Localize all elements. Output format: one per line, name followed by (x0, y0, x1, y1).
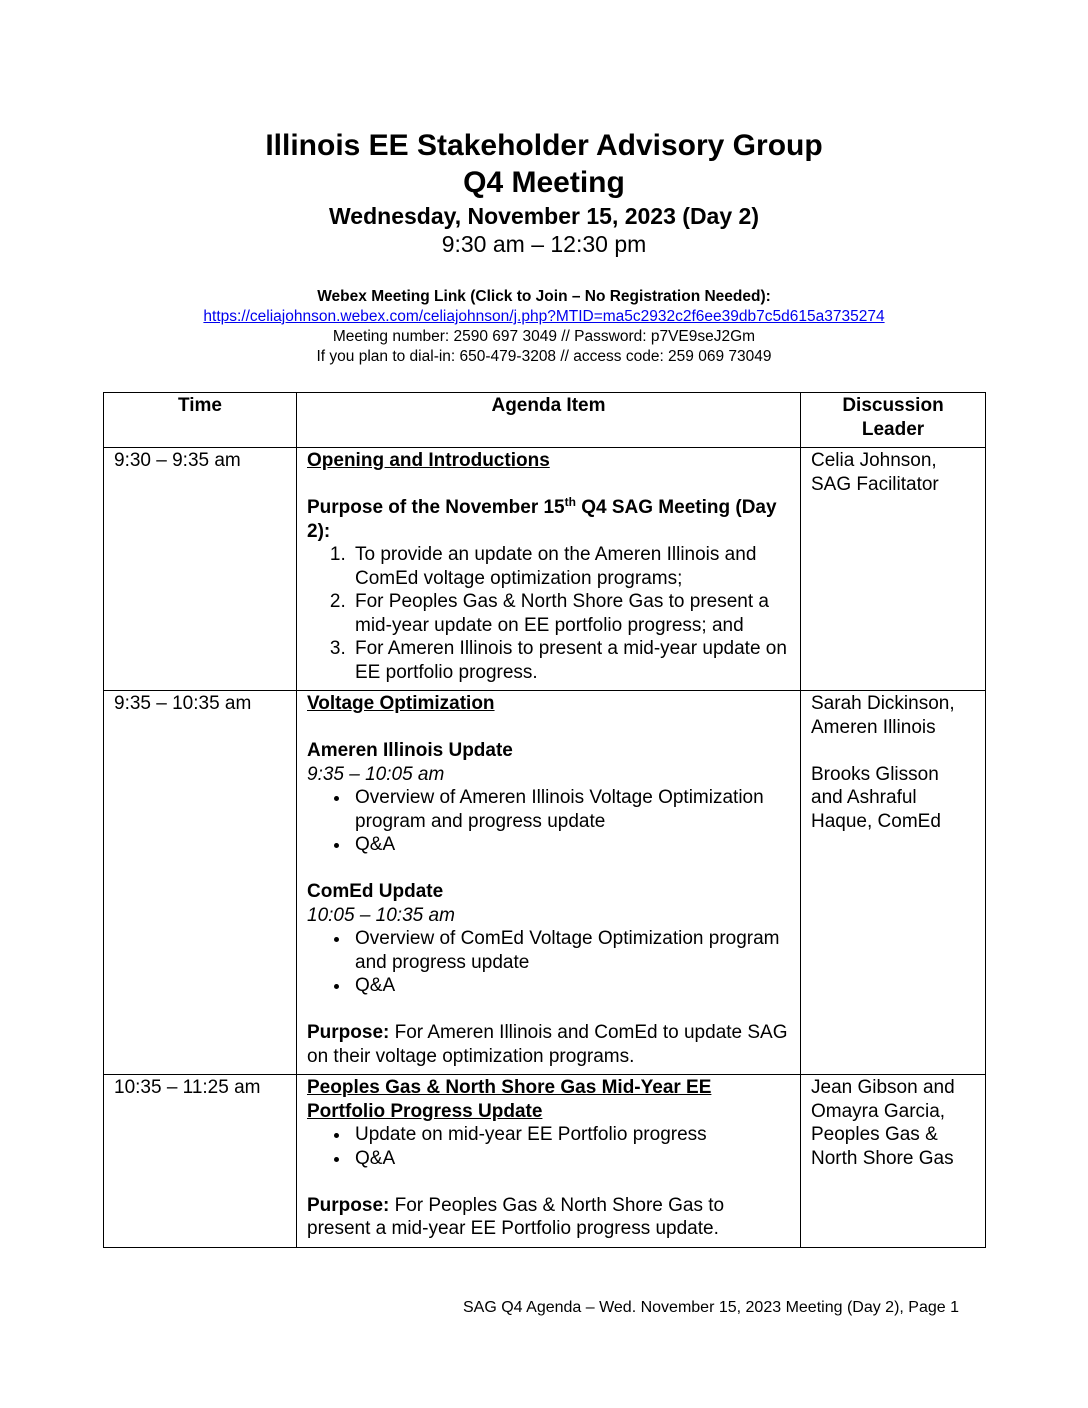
purpose-list (307, 543, 790, 684)
list-item: 1. To provide an update on the Ameren Illinois and ComEd voltage optimization programs; (351, 543, 790, 590)
list-item: • Q&A (351, 974, 790, 998)
header-time: Time (104, 393, 297, 448)
list-item: • Update on mid-year EE Portfolio progress (351, 1123, 790, 1147)
bullet-list (307, 786, 790, 857)
subsection-title: Ameren Illinois Update (307, 740, 513, 761)
page-footer: SAG Q4 Agenda – Wed. November 15, 2023 Meeting (Day 2), Page 1 (463, 1299, 959, 1316)
subsection-time: 9:35 – 10:05 am (307, 763, 445, 785)
meeting-title: Q4 Meeting (463, 166, 625, 199)
list-item: • Q&A (351, 833, 790, 857)
list-item: • Q&A (351, 1147, 790, 1171)
meeting-date: Wednesday, November 15, 2023 (Day 2) (329, 203, 759, 229)
meeting-time: 9:30 am – 12:30 pm (441, 231, 647, 257)
row-agenda-item (297, 691, 801, 1075)
table-row (104, 1075, 986, 1248)
webex-info (0, 287, 1088, 367)
webex-link[interactable]: https://celiajohnson.webex.com/celiajohnson/j.php?MTID=ma5c2932c2f6ee39db7c5d615a3735274 (203, 308, 885, 325)
list-item: 3. For Ameren Illinois to present a mid-year update on EE portfolio progress. (351, 637, 790, 684)
table-row (104, 691, 986, 1075)
row-time: 9:30 – 9:35 am (104, 448, 297, 691)
row-leader: Celia Johnson, SAG Facilitator (801, 448, 986, 691)
row-leader: Jean Gibson and Omayra Garcia, Peoples Gas & North Shore Gas (801, 1075, 986, 1248)
row-leader: Sarah Dickinson, Ameren Illinois Brooks Glisson and Ashraful Haque, ComEd (801, 691, 986, 1075)
subsection-time: 10:05 – 10:35 am (307, 904, 455, 926)
purpose-text: Purpose: For Peoples Gas & North Shore Gas to present a mid-year EE Portfolio progress update. (307, 1194, 725, 1239)
purpose-text: Purpose: For Ameren Illinois and ComEd to update SAG on their voltage optimization programs. (307, 1022, 788, 1067)
list-item: • Overview of ComEd Voltage Optimization program and progress update (351, 927, 790, 974)
row-agenda-item (297, 448, 801, 691)
meeting-number: Meeting number: 2590 697 3049 // Password: p7VE9seJ2Gm (332, 328, 756, 345)
section-title: Opening and Introductions (307, 450, 550, 471)
header-discussion-leader: Discussion Leader (801, 393, 986, 448)
subsection-title: ComEd Update (307, 881, 444, 902)
dial-in-info: If you plan to dial-in: 650-479-3208 // access code: 259 069 73049 (316, 348, 772, 365)
agenda-table (103, 392, 986, 1248)
row-agenda-item (297, 1075, 801, 1248)
purpose-heading: Purpose of the November 15th Q4 SAG Meeting (Day 2): (307, 495, 777, 542)
table-row (104, 448, 986, 691)
list-item: 2. For Peoples Gas & North Shore Gas to present a mid-year update on EE portfolio progress; and (351, 590, 790, 637)
bullet-list (307, 927, 790, 998)
row-time: 9:35 – 10:35 am (104, 691, 297, 1075)
section-title: Peoples Gas & North Shore Gas Mid-Year EE Portfolio Progress Update (307, 1077, 712, 1122)
table-header-row (104, 393, 986, 448)
header-agenda-item: Agenda Item (297, 393, 801, 448)
bullet-list (307, 1123, 790, 1170)
document-title: Illinois EE Stakeholder Advisory Group (265, 129, 823, 162)
webex-label: Webex Meeting Link (Click to Join – No Registration Needed): (317, 288, 771, 305)
list-item: • Overview of Ameren Illinois Voltage Optimization program and progress update (351, 786, 790, 833)
section-title: Voltage Optimization (307, 693, 495, 714)
row-time: 10:35 – 11:25 am (104, 1075, 297, 1248)
